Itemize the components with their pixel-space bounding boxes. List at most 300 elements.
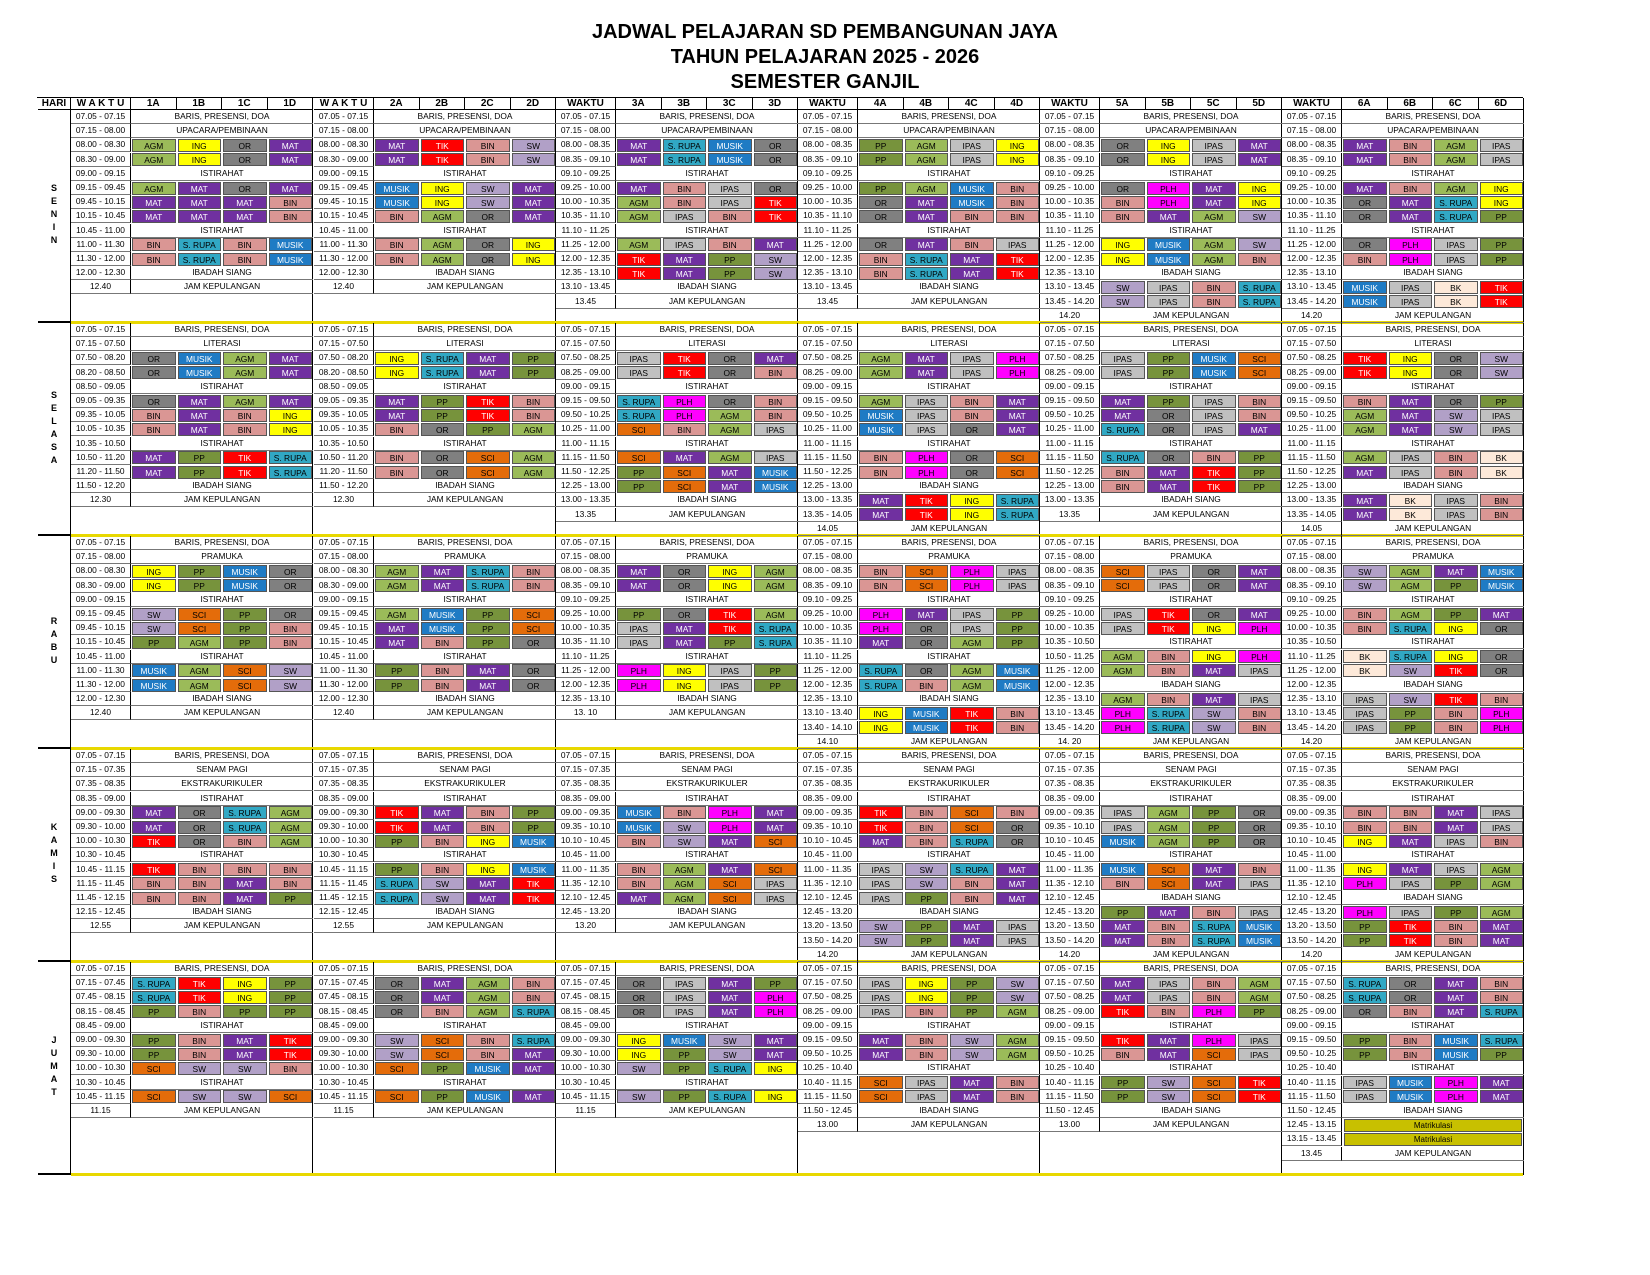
subject-cell: ING — [754, 1062, 798, 1075]
header-class-5c: 5C — [1191, 98, 1237, 110]
time-cell: 07.15 - 08.00 — [71, 124, 131, 138]
subject-cell: SCI — [754, 863, 798, 876]
time-cell: 11.15 - 11.45 — [71, 877, 131, 891]
subject-cell: MAT — [178, 182, 222, 195]
time-cell: 07.05 - 07.15 — [798, 110, 858, 124]
subject-cell: SW — [269, 664, 313, 677]
time-cell: 10.35 - 11.10 — [556, 635, 616, 649]
subject-cell: OR — [905, 664, 949, 677]
subject-cell: OR — [223, 182, 267, 195]
time-cell: 09.10 - 09.25 — [798, 167, 858, 181]
time-cell: 11.00 - 11.15 — [798, 437, 858, 451]
header-class-6d: 6D — [1479, 98, 1525, 110]
time-cell: 12.00 - 12.30 — [314, 266, 374, 280]
subject-cell: MUSIK — [269, 238, 313, 251]
subject-cell: SW — [223, 1090, 267, 1103]
subject-cell: MAT — [663, 636, 707, 649]
time-cell: 09.35 - 10.10 — [556, 820, 616, 834]
subject-cell: PP — [178, 579, 222, 592]
subject-cell: PP — [375, 863, 419, 876]
time-cell: 13.45 - 14.20 — [1282, 721, 1342, 735]
event-cell: ISTIRAHAT — [374, 593, 556, 607]
subject-cell: PP — [223, 636, 267, 649]
subject-cell: MAT — [708, 480, 752, 493]
subject-cell: TIK — [178, 991, 222, 1004]
subject-cell: PP — [1480, 395, 1524, 408]
subject-cell: IPAS — [617, 352, 661, 365]
subject-cell: IPAS — [905, 1090, 949, 1103]
event-cell: BARIS, PRESENSI, DOA — [858, 536, 1040, 550]
title-line-3: SEMESTER GANJIL — [730, 71, 920, 93]
subject-cell: MAT — [421, 821, 465, 834]
subject-cell: ING — [269, 409, 313, 422]
subject-cell: AGM — [1343, 451, 1387, 464]
subject-cell: MAT — [617, 153, 661, 166]
subject-cell: MAT — [1101, 395, 1145, 408]
time-cell: 10.00 - 10.30 — [71, 1061, 131, 1075]
event-cell: ISTIRAHAT — [858, 167, 1040, 181]
subject-cell: SCI — [1147, 863, 1191, 876]
subject-cell: MAT — [178, 395, 222, 408]
subject-cell: BIN — [950, 409, 994, 422]
subject-cell: MAT — [1434, 1005, 1478, 1018]
subject-cell: BIN — [1434, 934, 1478, 947]
subject-cell: AGM — [1192, 253, 1236, 266]
subject-cell: IPAS — [905, 409, 949, 422]
event-cell: BARIS, PRESENSI, DOA — [131, 323, 313, 337]
event-cell: ISTIRAHAT — [1342, 792, 1524, 806]
subject-cell: S. RUPA — [905, 267, 949, 280]
time-cell: 11.10 - 11.25 — [556, 650, 616, 664]
day-label — [38, 749, 71, 962]
subject-cell: MAT — [996, 409, 1040, 422]
subject-cell: MAT — [223, 210, 267, 223]
subject-cell: BIN — [1389, 153, 1433, 166]
time-cell: 08.00 - 08.35 — [798, 564, 858, 578]
time-cell: 13.45 - 14.20 — [1282, 295, 1342, 309]
subject-cell: AGM — [1238, 991, 1282, 1004]
subject-cell: MAT — [663, 451, 707, 464]
time-cell: 07.15 - 07.45 — [71, 976, 131, 990]
subject-cell: BIN — [905, 1005, 949, 1018]
event-cell: ISTIRAHAT — [1100, 167, 1282, 181]
subject-cell: BIN — [1389, 139, 1433, 152]
subject-cell: IPAS — [1192, 153, 1236, 166]
subject-cell: BIN — [663, 806, 707, 819]
event-cell: JAM KEPULANGAN — [1342, 1147, 1524, 1161]
subject-cell: BIN — [1101, 480, 1145, 493]
subject-cell: TIK — [996, 253, 1040, 266]
time-cell: 10.15 - 10.45 — [71, 635, 131, 649]
event-cell: IBADAH SIANG — [1100, 678, 1282, 692]
subject-cell: PP — [1147, 395, 1191, 408]
subject-cell: BIN — [905, 835, 949, 848]
event-cell: ISTIRAHAT — [616, 167, 798, 181]
header-class-6b: 6B — [1388, 98, 1434, 110]
subject-cell: S. RUPA — [269, 451, 313, 464]
subject-cell: SW — [466, 196, 510, 209]
subject-cell: BIN — [421, 679, 465, 692]
subject-cell: BIN — [1480, 835, 1524, 848]
subject-cell: AGM — [1147, 821, 1191, 834]
time-cell: 08.35 - 09.10 — [1040, 579, 1100, 593]
time-cell: 09.00 - 09.35 — [1282, 806, 1342, 820]
subject-cell: ING — [1238, 182, 1282, 195]
time-cell: 10.45 - 11.00 — [71, 650, 131, 664]
subject-cell: MAT — [708, 863, 752, 876]
event-cell: BARIS, PRESENSI, DOA — [616, 749, 798, 763]
time-cell: 11.00 - 11.35 — [1040, 863, 1100, 877]
event-cell: JAM KEPULANGAN — [1100, 309, 1282, 323]
event-cell: ISTIRAHAT — [858, 792, 1040, 806]
event-cell: JAM KEPULANGAN — [616, 919, 798, 933]
subject-cell: IPAS — [1192, 423, 1236, 436]
time-cell: 07.15 - 07.35 — [1282, 763, 1342, 777]
subject-cell: MAT — [132, 210, 176, 223]
subject-cell: MAT — [617, 565, 661, 578]
subject-cell: IPAS — [1238, 664, 1282, 677]
header-waktu: W A K T U — [314, 98, 374, 110]
subject-cell: BIN — [617, 863, 661, 876]
header-class-3b: 3B — [662, 98, 708, 110]
time-cell: 07.05 - 07.15 — [1282, 749, 1342, 763]
time-cell: 10.00 - 10.35 — [556, 621, 616, 635]
time-cell: 07.05 - 07.15 — [71, 110, 131, 124]
time-cell: 10.40 - 11.15 — [1282, 1076, 1342, 1090]
subject-cell: OR — [1238, 821, 1282, 834]
event-cell: BARIS, PRESENSI, DOA — [616, 536, 798, 550]
subject-cell: BK — [1434, 281, 1478, 294]
subject-cell: PP — [466, 608, 510, 621]
time-cell: 13.00 — [1040, 1118, 1100, 1132]
subject-cell: MUSIK — [950, 196, 994, 209]
time-cell: 09.00 - 09.15 — [71, 167, 131, 181]
subject-cell: S. RUPA — [375, 877, 419, 890]
subject-cell: MAT — [1238, 579, 1282, 592]
subject-cell: OR — [512, 636, 556, 649]
subject-cell: MAT — [375, 153, 419, 166]
subject-cell: BIN — [269, 1062, 313, 1075]
event-cell: BARIS, PRESENSI, DOA — [616, 110, 798, 124]
subject-cell: BIN — [421, 664, 465, 677]
subject-cell: MUSIK — [905, 721, 949, 734]
subject-cell: BIN — [223, 238, 267, 251]
subject-cell: TIK — [375, 821, 419, 834]
time-cell: 13.35 — [1040, 508, 1100, 522]
time-cell: 12.35 - 13.10 — [556, 692, 616, 706]
time-cell: 08.35 - 09.00 — [1282, 792, 1342, 806]
subject-cell: TIK — [754, 196, 798, 209]
time-cell: 14. 20 — [1040, 735, 1100, 749]
subject-cell: PP — [663, 1062, 707, 1075]
subject-cell: MAT — [708, 991, 752, 1004]
time-cell: 10.25 - 11.00 — [1282, 422, 1342, 436]
subject-cell: PP — [708, 253, 752, 266]
time-cell: 12.35 - 13.10 — [556, 266, 616, 280]
subject-cell: MAT — [466, 877, 510, 890]
time-cell: 09.25 - 10.00 — [1040, 607, 1100, 621]
time-cell: 10.05 - 10.35 — [71, 422, 131, 436]
day-name: KAMIS — [49, 822, 59, 887]
event-cell: ISTIRAHAT — [1100, 1019, 1282, 1033]
time-cell: 07.15 - 08.00 — [798, 550, 858, 564]
time-cell: 11.00 - 11.30 — [71, 664, 131, 678]
subject-cell: AGM — [617, 238, 661, 251]
time-cell: 09.00 - 09.15 — [798, 380, 858, 394]
subject-cell: MAT — [859, 508, 903, 521]
subject-cell: SCI — [466, 466, 510, 479]
time-cell: 07.50 - 08.20 — [71, 351, 131, 365]
event-cell: JAM KEPULANGAN — [1100, 508, 1282, 522]
time-cell: 07.15 - 07.50 — [1282, 976, 1342, 990]
subject-cell: MUSIK — [1389, 1076, 1433, 1089]
event-cell: IBADAH SIANG — [131, 692, 313, 706]
subject-cell: MAT — [1238, 153, 1282, 166]
subject-cell: IPAS — [1101, 821, 1145, 834]
subject-cell: MAT — [663, 622, 707, 635]
subject-cell: TIK — [1343, 366, 1387, 379]
time-cell: 08.00 - 08.35 — [556, 138, 616, 152]
subject-cell: IPAS — [1389, 295, 1433, 308]
event-cell: EKSTRAKURIKULER — [374, 777, 556, 791]
subject-cell: MUSIK — [1192, 366, 1236, 379]
subject-cell: AGM — [1147, 806, 1191, 819]
subject-cell: TIK — [421, 139, 465, 152]
time-cell: 14.20 — [1282, 309, 1342, 323]
subject-cell: MUSIK — [132, 679, 176, 692]
time-cell: 08.25 - 09.00 — [556, 366, 616, 380]
subject-cell: TIK — [466, 395, 510, 408]
time-cell: 11.10 - 11.25 — [1282, 224, 1342, 238]
subject-cell: PLH — [663, 409, 707, 422]
event-cell: ISTIRAHAT — [858, 380, 1040, 394]
subject-cell: AGM — [996, 1005, 1040, 1018]
event-cell: IBADAH SIANG — [1342, 1104, 1524, 1118]
time-cell: 09.00 - 09.15 — [1040, 1019, 1100, 1033]
time-cell: 11.45 - 12.15 — [314, 891, 374, 905]
subject-cell: OR — [708, 352, 752, 365]
subject-cell: AGM — [754, 579, 798, 592]
subject-cell: PP — [512, 821, 556, 834]
time-cell: 08.30 - 09.00 — [71, 579, 131, 593]
subject-cell: PP — [1434, 877, 1478, 890]
subject-cell: S. RUPA — [269, 466, 313, 479]
subject-cell: PLH — [905, 451, 949, 464]
subject-cell: MAT — [1238, 423, 1282, 436]
subject-cell: OR — [1389, 977, 1433, 990]
subject-cell: AGM — [1389, 565, 1433, 578]
subject-cell: SCI — [859, 1076, 903, 1089]
subject-cell: TIK — [1343, 352, 1387, 365]
subject-cell: SW — [708, 1034, 752, 1047]
time-cell: 09.00 - 09.35 — [556, 806, 616, 820]
subject-cell: BIN — [708, 210, 752, 223]
subject-cell: PP — [905, 892, 949, 905]
matrikulasi-cell: Matrikulasi — [1344, 1133, 1522, 1146]
subject-cell: MUSIK — [178, 352, 222, 365]
subject-cell: ING — [178, 153, 222, 166]
subject-cell: MAT — [1192, 877, 1236, 890]
subject-cell: BIN — [1192, 295, 1236, 308]
subject-cell: PLH — [708, 821, 752, 834]
time-cell: 12.10 - 12.45 — [1040, 891, 1100, 905]
subject-cell: OR — [466, 210, 510, 223]
subject-cell: PP — [1389, 707, 1433, 720]
subject-cell: MAT — [466, 352, 510, 365]
subject-cell: BIN — [950, 877, 994, 890]
subject-cell: BIN — [132, 423, 176, 436]
subject-cell: OR — [421, 451, 465, 464]
subject-cell: BIN — [1147, 934, 1191, 947]
subject-cell: BIN — [754, 366, 798, 379]
subject-cell: SCI — [905, 579, 949, 592]
event-cell: BARIS, PRESENSI, DOA — [131, 536, 313, 550]
subject-cell: ING — [1238, 196, 1282, 209]
subject-cell: AGM — [663, 877, 707, 890]
time-cell: 07.15 - 07.45 — [556, 976, 616, 990]
subject-cell: MUSIK — [617, 806, 661, 819]
time-cell: 09.15 - 09.50 — [1040, 394, 1100, 408]
event-cell: JAM KEPULANGAN — [616, 706, 798, 720]
subject-cell: OR — [1434, 352, 1478, 365]
event-cell: ISTIRAHAT — [858, 650, 1040, 664]
subject-cell: OR — [269, 565, 313, 578]
subject-cell: IPAS — [1192, 409, 1236, 422]
subject-cell: ING — [617, 1034, 661, 1047]
time-cell: 11.10 - 11.25 — [798, 224, 858, 238]
subject-cell: TIK — [1101, 1005, 1145, 1018]
header-class-5b: 5B — [1146, 98, 1192, 110]
subject-cell: TIK — [1101, 1034, 1145, 1047]
subject-cell: BIN — [1101, 466, 1145, 479]
subject-cell: IPAS — [754, 451, 798, 464]
event-cell: BARIS, PRESENSI, DOA — [374, 962, 556, 976]
subject-cell: PLH — [1147, 196, 1191, 209]
subject-cell: SW — [512, 153, 556, 166]
subject-cell: TIK — [466, 409, 510, 422]
time-cell: 11.50 - 12.45 — [1282, 1104, 1342, 1118]
subject-cell: IPAS — [1101, 366, 1145, 379]
time-cell: 10.10 - 10.45 — [1040, 834, 1100, 848]
time-cell: 09.10 - 09.25 — [556, 593, 616, 607]
subject-cell: PP — [269, 892, 313, 905]
subject-cell: TIK — [132, 835, 176, 848]
subject-cell: TIK — [1480, 295, 1524, 308]
event-cell: ISTIRAHAT — [1100, 792, 1282, 806]
time-cell: 09.15 - 09.50 — [798, 394, 858, 408]
subject-cell: SW — [421, 892, 465, 905]
event-cell: ISTIRAHAT — [1342, 635, 1524, 649]
subject-cell: PP — [421, 395, 465, 408]
subject-cell: MAT — [1238, 139, 1282, 152]
subject-cell: TIK — [1147, 608, 1191, 621]
subject-cell: AGM — [223, 366, 267, 379]
header-class-1a: 1A — [131, 98, 177, 110]
subject-cell: IPAS — [1480, 806, 1524, 819]
subject-cell: PP — [223, 1005, 267, 1018]
subject-cell: IPAS — [663, 1005, 707, 1018]
subject-cell: MAT — [1343, 139, 1387, 152]
subject-cell: OR — [1343, 238, 1387, 251]
event-cell: IBADAH SIANG — [1100, 891, 1282, 905]
subject-cell: AGM — [1434, 153, 1478, 166]
subject-cell: PP — [1434, 906, 1478, 919]
subject-cell: ING — [223, 991, 267, 1004]
subject-cell: MAT — [663, 267, 707, 280]
event-cell: IBADAH SIANG — [131, 266, 313, 280]
time-cell: 07.05 - 07.15 — [71, 749, 131, 763]
subject-cell: OR — [663, 579, 707, 592]
subject-cell: PLH — [1480, 707, 1524, 720]
event-cell: IBADAH SIANG — [374, 692, 556, 706]
time-cell: 09.25 - 10.00 — [798, 181, 858, 195]
subject-cell: MAT — [375, 139, 419, 152]
time-cell: 13.00 - 13.35 — [798, 493, 858, 507]
subject-cell: PP — [1343, 1048, 1387, 1061]
subject-cell: AGM — [1480, 906, 1524, 919]
time-cell: 11.30 - 12.00 — [314, 678, 374, 692]
subject-cell: TIK — [375, 806, 419, 819]
subject-cell: PLH — [996, 366, 1040, 379]
subject-cell: TIK — [1480, 281, 1524, 294]
time-cell: 07.15 - 07.35 — [71, 763, 131, 777]
subject-cell: BIN — [905, 1048, 949, 1061]
time-cell: 10.45 - 11.15 — [71, 1090, 131, 1104]
subject-cell: TIK — [617, 253, 661, 266]
subject-cell: OR — [950, 451, 994, 464]
header-waktu: WAKTU — [798, 98, 858, 110]
subject-cell: PP — [178, 565, 222, 578]
subject-cell: MAT — [132, 466, 176, 479]
subject-cell: S. RUPA — [996, 494, 1040, 507]
time-cell: 12.25 - 13.00 — [1040, 479, 1100, 493]
event-cell: ISTIRAHAT — [374, 650, 556, 664]
subject-cell: AGM — [1343, 423, 1387, 436]
subject-cell: SCI — [1192, 1048, 1236, 1061]
event-cell: ISTIRAHAT — [1100, 437, 1282, 451]
event-cell: ISTIRAHAT — [131, 167, 313, 181]
subject-cell: BIN — [223, 409, 267, 422]
time-cell: 10.00 - 10.35 — [556, 195, 616, 209]
subject-cell: OR — [950, 423, 994, 436]
subject-cell: SCI — [1238, 366, 1282, 379]
subject-cell: MUSIK — [1147, 253, 1191, 266]
time-cell: 11.15 - 11.50 — [1040, 451, 1100, 465]
event-cell: JAM KEPULANGAN — [858, 948, 1040, 962]
subject-cell: SCI — [223, 664, 267, 677]
subject-cell: SCI — [512, 608, 556, 621]
time-cell: 13.20 - 13.50 — [1040, 919, 1100, 933]
time-cell: 12.35 - 13.10 — [798, 266, 858, 280]
time-cell: 10.15 - 10.45 — [314, 209, 374, 223]
event-cell: IBADAH SIANG — [1100, 493, 1282, 507]
time-cell: 08.35 - 09.10 — [798, 153, 858, 167]
subject-cell: PP — [1192, 806, 1236, 819]
subject-cell: PLH — [1343, 906, 1387, 919]
time-cell: 07.15 - 08.00 — [556, 550, 616, 564]
time-cell: 09.25 - 10.00 — [556, 607, 616, 621]
subject-cell: MAT — [223, 1048, 267, 1061]
event-cell: ISTIRAHAT — [858, 1061, 1040, 1075]
time-cell: 10.00 - 10.35 — [798, 195, 858, 209]
event-cell: IBADAH SIANG — [1342, 266, 1524, 280]
subject-cell: MAT — [1147, 210, 1191, 223]
time-cell: 09.00 - 09.30 — [556, 1033, 616, 1047]
subject-cell: TIK — [1434, 693, 1478, 706]
time-cell: 11.35 - 12.10 — [1282, 877, 1342, 891]
subject-cell: SW — [1434, 409, 1478, 422]
subject-cell: SCI — [178, 608, 222, 621]
